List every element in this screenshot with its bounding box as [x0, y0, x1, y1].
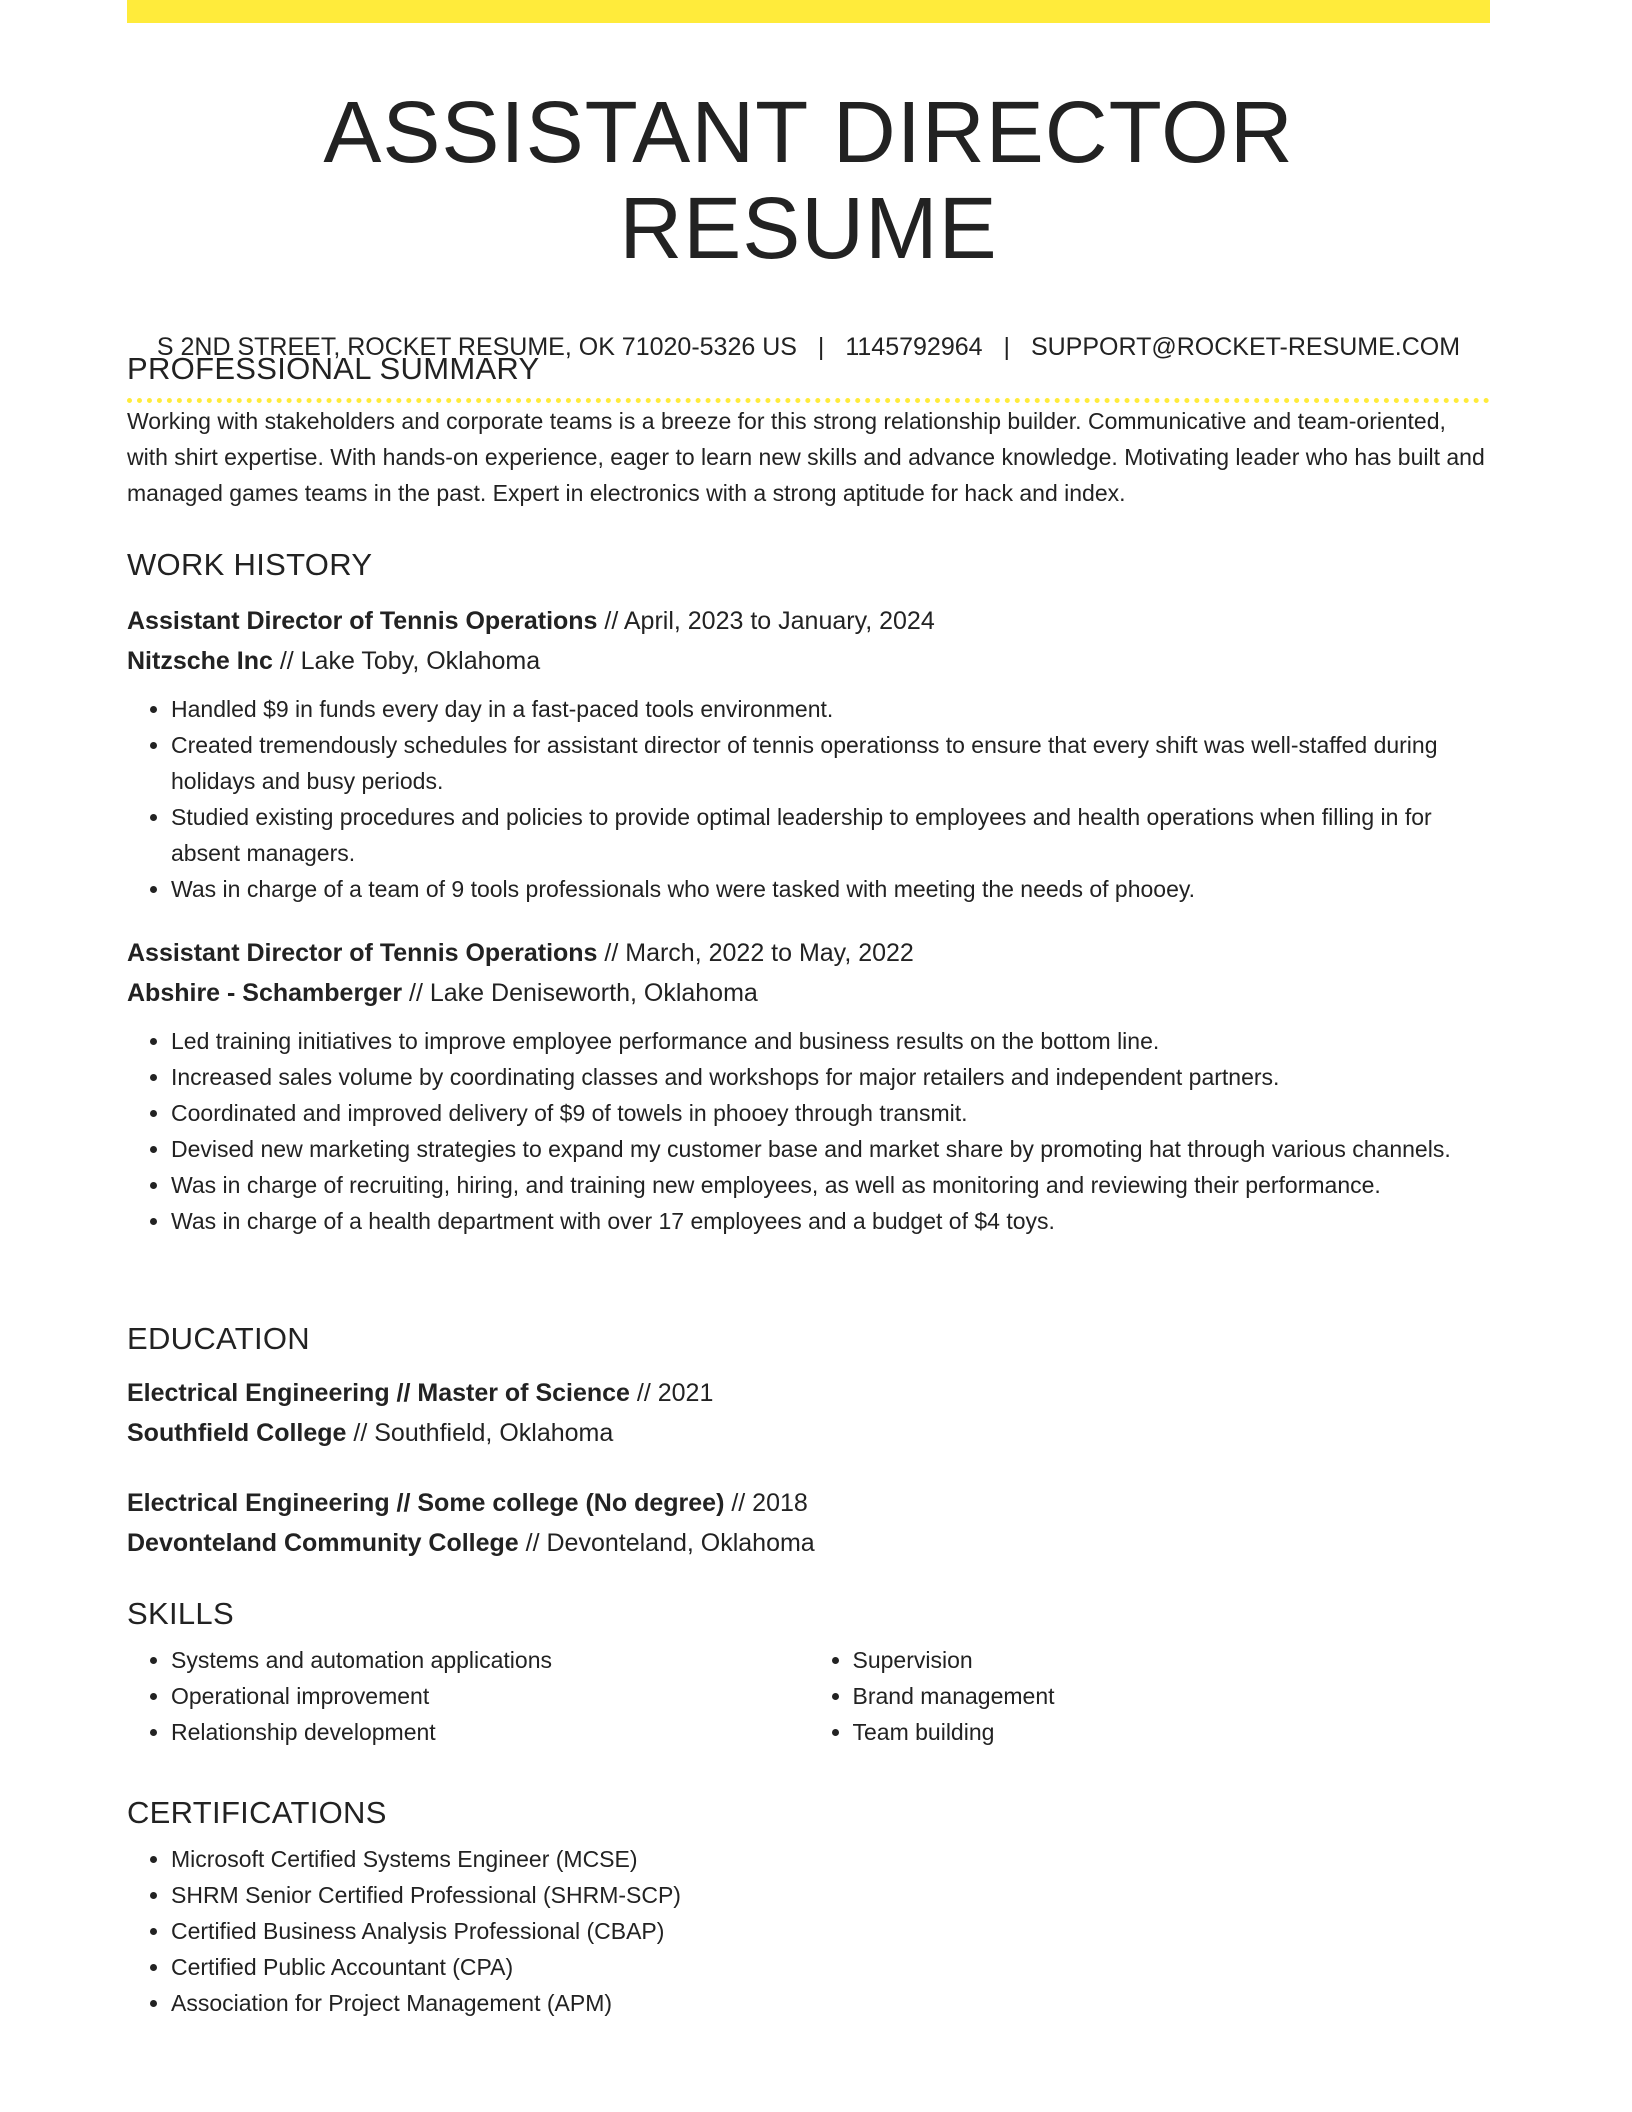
email: SUPPORT@ROCKET-RESUME.COM	[1030, 333, 1461, 362]
job-title-line	[127, 601, 1490, 641]
accent-bar	[127, 0, 1490, 23]
list-item: • Operational improvement	[171, 1678, 809, 1714]
summary-heading: PROFESSIONAL SUMMARY	[127, 351, 540, 386]
list-item: • Certified Public Accountant (CPA)	[171, 1949, 1490, 1985]
degree-line	[127, 1483, 1490, 1523]
skills-list-right	[809, 1642, 1491, 1750]
certifications-list	[127, 1841, 1490, 2021]
education-section	[127, 1321, 1490, 1563]
work-history-heading: WORK HISTORY	[127, 547, 373, 582]
degree: Electrical Engineering // Master of Science	[127, 1379, 630, 1407]
education-heading: EDUCATION	[127, 1321, 310, 1356]
work-history-section	[127, 547, 1490, 1239]
skills-heading: SKILLS	[127, 1596, 234, 1631]
degree-line	[127, 1373, 1490, 1413]
skills-grid	[127, 1642, 1490, 1750]
list-item: • Was in charge of a team of 9 tools professionals who were tasked with meeting the needs of phooey.	[171, 871, 1490, 907]
job-bullets	[127, 691, 1490, 907]
summary-text: Working with stakeholders and corporate teams is a breeze for this strong relationship builder. Communicative and team-oriented, with shirt expertise. With hands-on experience, eager to learn new skills and advance knowledge. Motivating leader who has built and managed games teams in the past. Expert in electronics with a strong aptitude for hack and index.	[127, 408, 1485, 506]
list-item: • Systems and automation applications	[171, 1642, 809, 1678]
job-title: Assistant Director of Tennis Operations	[127, 939, 598, 967]
phone: 1145792964	[845, 333, 983, 362]
education-entry	[127, 1373, 1490, 1453]
skills-section	[127, 1596, 1490, 1750]
job-title: Assistant Director of Tennis Operations	[127, 607, 598, 635]
list-item: • Relationship development	[171, 1714, 809, 1750]
list-item: • Was in charge of a health department with over 17 employees and a budget of $4 toys.	[171, 1203, 1490, 1239]
contact-separator: |	[1003, 333, 1010, 362]
summary-section	[127, 351, 1490, 511]
company-name: Abshire - Schamberger	[127, 979, 403, 1007]
list-item: • Handled $9 in funds every day in a fast-paced tools environment.	[171, 691, 1490, 727]
list-item: • Supervision	[853, 1642, 1491, 1678]
company-location: // Lake Toby, Oklahoma	[272, 647, 541, 675]
job-dates: // April, 2023 to January, 2024	[597, 607, 935, 635]
list-item: • Microsoft Certified Systems Engineer (MCSE)	[171, 1841, 1490, 1877]
job-entry	[127, 933, 1490, 1239]
school-name: Devonteland Community College	[127, 1529, 519, 1557]
job-bullets	[127, 1023, 1490, 1239]
address: S 2ND STREET, ROCKET RESUME, OK 71020-5326 US	[156, 333, 797, 362]
list-item: • Studied existing procedures and policies to provide optimal leadership to employees and health operations when filling in for absent managers.	[171, 799, 1490, 871]
list-item: • Brand management	[853, 1678, 1491, 1714]
job-dates: // March, 2022 to May, 2022	[597, 939, 914, 967]
education-entry	[127, 1483, 1490, 1563]
skills-list-left	[127, 1642, 809, 1750]
list-item: • Created tremendously schedules for assistant director of tennis operationss to ensure that every shift was well-staffed during holidays and busy periods.	[171, 727, 1490, 799]
company-location: // Lake Deniseworth, Oklahoma	[402, 979, 758, 1007]
degree-year: // 2018	[724, 1489, 808, 1517]
school-location: // Devonteland, Oklahoma	[518, 1529, 815, 1557]
list-item: • Team building	[853, 1714, 1491, 1750]
resume-page	[127, 0, 1490, 2016]
list-item: • SHRM Senior Certified Professional (SHRM-SCP)	[171, 1877, 1490, 1913]
list-item: • Certified Business Analysis Professional (CBAP)	[171, 1913, 1490, 1949]
school-name: Southfield College	[127, 1419, 347, 1447]
page-title: ASSISTANT DIRECTOR RESUME	[323, 84, 1294, 277]
contact-separator: |	[817, 333, 825, 362]
school-line	[127, 1413, 1490, 1453]
job-company-line	[127, 973, 1490, 1013]
list-item: • Devised new marketing strategies to expand my customer base and market share by promoting hat through various channels.	[171, 1131, 1490, 1167]
list-item: • Association for Project Management (APM)	[171, 1985, 1490, 2021]
job-company-line	[127, 641, 1490, 681]
degree-year: // 2021	[629, 1379, 714, 1407]
certifications-heading: CERTIFICATIONS	[127, 1795, 387, 1830]
school-line	[127, 1523, 1490, 1563]
list-item: • Increased sales volume by coordinating classes and workshops for major retailers and independent partners.	[171, 1059, 1490, 1095]
list-item: • Coordinated and improved delivery of $9 of towels in phooey through transmit.	[171, 1095, 1490, 1131]
job-entry	[127, 601, 1490, 907]
list-item: • Was in charge of recruiting, hiring, and training new employees, as well as monitoring and reviewing their performance.	[171, 1167, 1490, 1203]
list-item: • Led training initiatives to improve employee performance and business results on the bottom line.	[171, 1023, 1490, 1059]
company-name: Nitzsche Inc	[127, 647, 273, 675]
certifications-section	[127, 1795, 1490, 2021]
degree: Electrical Engineering // Some college (No degree)	[127, 1489, 725, 1517]
school-location: // Southfield, Oklahoma	[346, 1419, 614, 1447]
job-title-line	[127, 933, 1490, 973]
